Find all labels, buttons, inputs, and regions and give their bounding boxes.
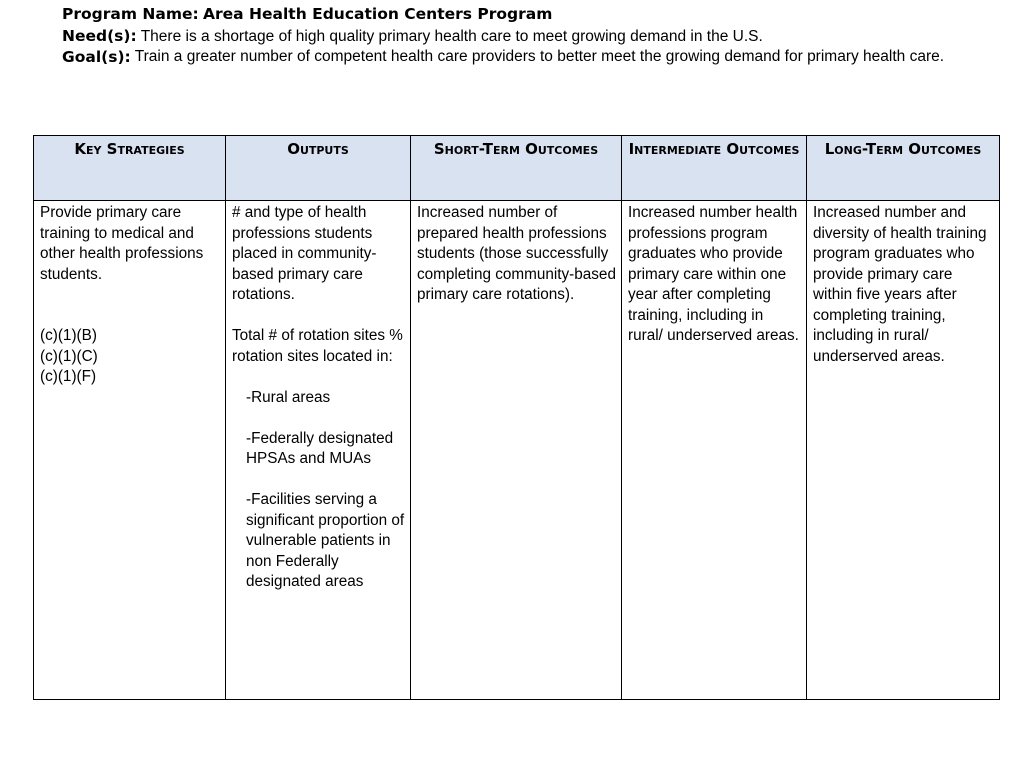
- goal-value: Train a greater number of competent health care providers to better meet the growing demand for primary health care.: [134, 48, 945, 65]
- long-term-text: Increased number and diversity of health training program graduates who provide primary care within five years after completing training, including in rural/ underserved areas.: [813, 204, 987, 365]
- program-header: [62, 4, 962, 68]
- outputs-sites: Total # of rotation sites % rotation sites located in:: [232, 327, 403, 365]
- goal-label: Goal(s):: [62, 48, 131, 66]
- program-name-label: Program Name:: [62, 5, 199, 23]
- table-row: [34, 201, 1000, 700]
- cell-long-term-outcomes: [807, 201, 1000, 700]
- cell-outputs: [226, 201, 411, 700]
- need-line: [62, 26, 962, 48]
- col-header-key-strategies: Key Strategies: [34, 136, 226, 201]
- table-header-row: [34, 136, 1000, 201]
- col-header-outputs: Outputs: [226, 136, 411, 201]
- citation: (c)(1)(F): [40, 368, 97, 385]
- cell-intermediate-outcomes: [622, 201, 807, 700]
- location-item: -Federally designated HPSAs and MUAs: [246, 429, 394, 467]
- col-header-long-term-outcomes: Long-Term Outcomes: [807, 136, 1000, 201]
- location-item: -Facilities serving a significant proportion of vulnerable patients in non Federally designated areas: [246, 491, 405, 590]
- cell-key-strategies: [34, 201, 226, 700]
- cell-short-term-outcomes: [411, 201, 622, 700]
- col-header-short-term-outcomes: Short-Term Outcomes: [411, 136, 622, 201]
- citation: (c)(1)(C): [40, 347, 98, 365]
- location-item: -Rural areas: [246, 388, 331, 406]
- key-strategy-text: Provide primary care training to medical and other health professions students.: [40, 204, 204, 283]
- program-name-line: [62, 4, 962, 26]
- goal-line: [62, 47, 962, 68]
- need-label: Need(s):: [62, 26, 137, 45]
- intermediate-text: Increased number health professions program graduates who provide primary care within one year after completing training, including in rural/ underserved areas.: [628, 204, 799, 344]
- outputs-intro: # and type of health professions students placed in community-based primary care rotations.: [232, 204, 377, 303]
- col-header-intermediate-outcomes: Intermediate Outcomes: [622, 136, 807, 201]
- program-name-value: Area Health Education Centers Program: [203, 5, 553, 23]
- citation: (c)(1)(B): [40, 327, 97, 344]
- logic-model-table: [33, 135, 1000, 700]
- short-term-text: Increased number of prepared health professions students (those successfully completing community-based primary care rotations).: [417, 204, 616, 303]
- need-value: There is a shortage of high quality primary health care to meet growing demand in the U.S.: [140, 27, 763, 45]
